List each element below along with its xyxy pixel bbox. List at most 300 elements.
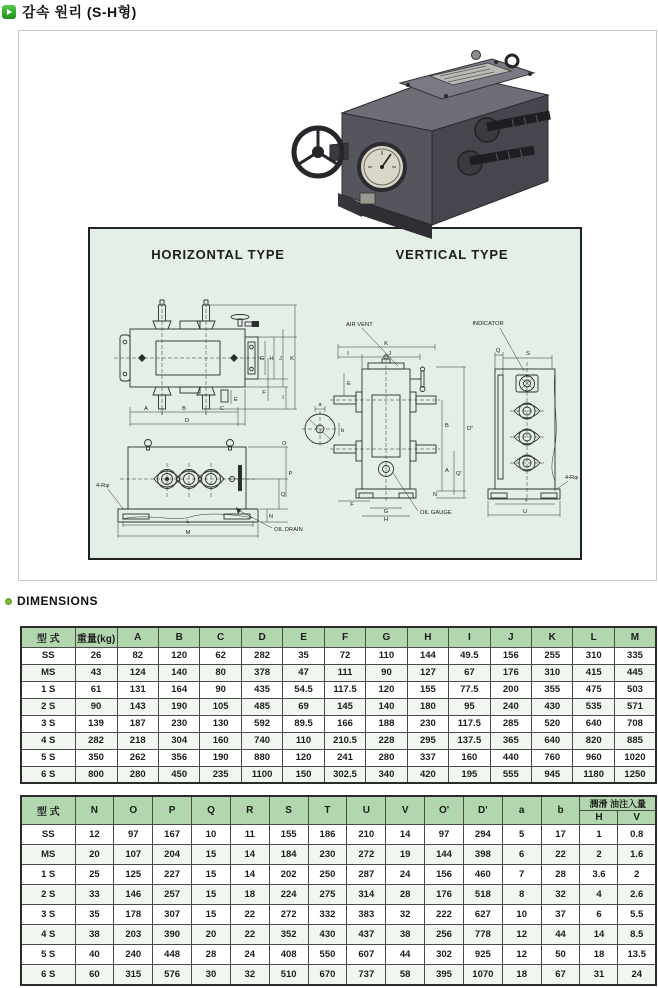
dimension-cell: 302 [425,945,464,965]
svg-text:D: D [184,418,190,424]
dimension-cell: 2.6 [618,885,656,905]
dimension-cell: 90 [366,664,407,681]
dimension-cell: 125 [114,865,153,885]
oil-gauge-label: OIL GAUGE [420,510,452,516]
svg-text:H: H [383,517,389,523]
svg-text:M: M [185,530,191,536]
table-row [21,965,656,985]
dimension-cell: 97 [114,825,153,845]
column-header: M [614,627,656,647]
dimension-cell: 285 [490,715,531,732]
dimension-cell: 740 [241,732,282,749]
dimension-cell: 355 [532,681,573,698]
svg-text:C: C [219,406,225,412]
dimension-cell: 155 [269,825,308,845]
dimension-cell: 44 [386,945,425,965]
dimension-cell: 28 [192,945,231,965]
svg-text:A: A [445,468,449,474]
svg-text:N: N [269,514,274,520]
bolt-right-label: 4-Rφ [564,475,578,481]
dimensions-title: DIMENSIONS [17,594,99,608]
dimension-cell: 111 [324,664,365,681]
dimension-cell: 240 [490,698,531,715]
dimension-cell: 420 [407,766,448,783]
dimension-cell: 10 [502,905,541,925]
dimension-cell: 3.6 [580,865,618,885]
dimension-cell: 295 [407,732,448,749]
column-header: D' [463,796,502,825]
dimension-cell: 15 [192,845,231,865]
dimension-cell: 1020 [614,749,656,766]
dimension-cell: 555 [490,766,531,783]
svg-text:E: E [234,397,238,403]
dimension-cell: 304 [158,732,199,749]
handwheel [294,128,348,176]
dimension-cell: 592 [241,715,282,732]
svg-text:F: F [350,502,354,508]
column-header: J [490,627,531,647]
dimension-cell: 448 [153,945,192,965]
dimension-cell: 166 [324,715,365,732]
dimension-cell: 124 [117,664,158,681]
dimension-cell: 8.5 [618,925,656,945]
dimension-cell: 30 [192,965,231,985]
dimension-cell: 32 [386,905,425,925]
dimension-cell: 140 [158,664,199,681]
row-model: 2 S [21,698,75,715]
table-row [21,766,656,783]
dimension-cell: 520 [532,715,573,732]
dimension-cell: 885 [614,732,656,749]
dimension-cell: 117.5 [449,715,490,732]
dimension-cell: 62 [200,647,241,664]
column-header: H [580,811,618,825]
dimension-cell: 40 [75,945,114,965]
row-model: 5 S [21,749,75,766]
column-header: T [308,796,347,825]
svg-text:F: F [262,390,266,396]
dimension-cell: 256 [425,925,464,945]
page-header [2,2,137,22]
dimension-cell: 227 [153,865,192,885]
column-header: F [324,627,365,647]
dimension-cell: 280 [117,766,158,783]
row-model: 3 S [21,905,75,925]
dimension-cell: 167 [153,825,192,845]
lubricant-fill-header: 潤滑 油注入量 [580,796,656,811]
dimension-cell: 475 [573,681,614,698]
svg-text:Q: Q [281,492,286,498]
dimension-cell: 228 [366,732,407,749]
dimension-cell: 31 [580,965,618,985]
dimension-cell: 302.5 [324,766,365,783]
dimension-cell: 315 [114,965,153,985]
dimension-cell: 203 [114,925,153,945]
row-model: MS [21,845,75,865]
row-model: 6 S [21,965,75,985]
bolt-left-label: 4-Rφ [96,483,110,489]
dimension-cell: 6 [502,845,541,865]
dimension-cell: 32 [230,965,269,985]
play-bullet-icon [2,5,16,19]
column-header: b [541,796,580,825]
dimension-cell: 38 [75,925,114,945]
dimension-cell: 15 [192,865,231,885]
svg-text:K: K [290,356,294,362]
dimension-cell: 188 [366,715,407,732]
column-header: V [386,796,425,825]
dimension-cell: 49.5 [449,647,490,664]
dimension-cell: 282 [75,732,117,749]
dimension-cell: 160 [200,732,241,749]
dimension-cell: 408 [269,945,308,965]
dimension-cell: 0.8 [618,825,656,845]
dimension-cell: 143 [117,698,158,715]
svg-text:L: L [186,519,190,525]
table1-header-row [21,627,656,647]
dimension-cell: 43 [75,664,117,681]
dimension-cell: 18 [502,965,541,985]
dimension-cell: 89.5 [283,715,324,732]
dimension-cell: 156 [490,647,531,664]
svg-text:G: G [259,356,265,362]
dimension-cell: 61 [75,681,117,698]
column-header: O [114,796,153,825]
shaft-end-detail [302,402,344,447]
dimension-cell: 257 [153,885,192,905]
dimension-cell: 390 [153,925,192,945]
svg-text:Q: Q [495,348,501,354]
dimension-cell: 155 [407,681,448,698]
column-header: P [153,796,192,825]
dimension-cell: 54.5 [283,681,324,698]
dimension-cell: 430 [532,698,573,715]
dimension-cell: 67 [541,965,580,985]
dimension-cell: 4 [580,885,618,905]
dimension-cell: 640 [573,715,614,732]
dimension-cell: 350 [75,749,117,766]
table-row [21,732,656,749]
dimension-cell: 146 [114,885,153,905]
table-row [21,749,656,766]
dimension-cell: 218 [117,732,158,749]
dimension-cell: 176 [490,664,531,681]
dimension-cell: 58 [386,965,425,985]
dimension-cell: 190 [158,698,199,715]
dimension-cell: 47 [283,664,324,681]
dimension-cell: 44 [541,925,580,945]
dimension-cell: 11 [230,825,269,845]
dimension-cell: 307 [153,905,192,925]
dimension-cell: 2 [618,865,656,885]
column-header: B [158,627,199,647]
dimension-cell: 760 [532,749,573,766]
dimension-cell: 190 [200,749,241,766]
dimension-cell: 945 [532,766,573,783]
dimension-cell: 210 [347,825,386,845]
dimension-cell: 12 [502,945,541,965]
dimension-cell: 708 [614,715,656,732]
dimension-cell: 8 [502,885,541,905]
dimension-cell: 378 [241,664,282,681]
svg-text:O: O [282,441,287,447]
air-vent-label: AIR VENT [346,322,373,328]
column-header: S [269,796,308,825]
dimension-cell: 120 [158,647,199,664]
dimension-cell: 33 [75,885,114,905]
dimension-cell: 430 [308,925,347,945]
table-row [21,825,656,845]
dimension-cell: 230 [407,715,448,732]
svg-text:K: K [384,341,388,347]
dimension-cell: 144 [407,647,448,664]
column-header: I [449,627,490,647]
dimension-cell: 737 [347,965,386,985]
dimension-cell: 26 [75,647,117,664]
svg-text:I: I [347,351,349,357]
dimension-cell: 383 [347,905,386,925]
dimension-cell: 576 [153,965,192,985]
dimension-cell: 262 [117,749,158,766]
dimension-cell: 195 [449,766,490,783]
dimension-cell: 450 [158,766,199,783]
dimension-cell: 139 [75,715,117,732]
row-model: 4 S [21,732,75,749]
dimension-cell: 120 [366,681,407,698]
column-header: E [283,627,324,647]
dimension-cell: 20 [192,925,231,945]
dimension-cell: 210.5 [324,732,365,749]
dimension-cell: 24 [230,945,269,965]
dimension-cell: 24 [386,865,425,885]
dimension-cell: 130 [200,715,241,732]
dimension-cell: 800 [75,766,117,783]
dimension-cell: 224 [269,885,308,905]
dimension-cell: 255 [532,647,573,664]
svg-text:B: B [445,423,449,429]
column-header: 型 式 [21,627,75,647]
dimension-cell: 510 [269,965,308,985]
dimension-cell: 140 [366,698,407,715]
vertical-front-view [330,322,473,523]
dimension-cell: 14 [230,845,269,865]
svg-text:J: J [279,356,282,362]
dimension-cell: 395 [425,965,464,985]
dimension-cell: 184 [269,845,308,865]
dimension-cell: 180 [407,698,448,715]
row-model: 1 S [21,865,75,885]
dimension-cell: 6 [580,905,618,925]
dimension-cell: 28 [386,885,425,905]
dimension-cell: 19 [386,845,425,865]
column-header: D [241,627,282,647]
dimension-table-1 [20,626,657,784]
svg-text:N: N [432,492,437,498]
column-header: Q [192,796,231,825]
column-header: K [532,627,573,647]
oil-drain-label: OIL DRAIN [274,527,303,533]
dimension-cell: 778 [463,925,502,945]
column-header: V [618,811,656,825]
column-header: R [230,796,269,825]
dimension-cell: 82 [117,647,158,664]
dimension-cell: 314 [347,885,386,905]
dimension-cell: 15 [192,885,231,905]
dimension-cell: 131 [117,681,158,698]
dimension-cell: 398 [463,845,502,865]
dimension-cell: 18 [580,945,618,965]
table-row [21,664,656,681]
row-model: 4 S [21,925,75,945]
dimension-cell: 310 [573,647,614,664]
dimension-cell: 160 [449,749,490,766]
dot-bullet-icon [5,598,12,605]
dimension-cell: 607 [347,945,386,965]
dimension-table-2 [20,795,657,986]
dimension-cell: 627 [463,905,502,925]
dimension-cell: 105 [200,698,241,715]
dimension-cell: 340 [366,766,407,783]
dimension-cell: 310 [532,664,573,681]
vertical-side-view [472,321,578,517]
dimension-cell: 145 [324,698,365,715]
dimension-cell: 550 [308,945,347,965]
column-header: 型 式 [21,796,75,825]
dimension-cell: 415 [573,664,614,681]
svg-text:G: G [383,509,389,515]
indicator-label: INDICATOR [472,321,504,327]
dimension-cell: 640 [532,732,573,749]
row-model: SS [21,647,75,664]
dimension-cell: 24 [618,965,656,985]
row-model: 5 S [21,945,75,965]
dimension-cell: 204 [153,845,192,865]
dimension-cell: 437 [347,925,386,945]
row-model: SS [21,825,75,845]
dimension-cell: 2 [580,845,618,865]
dimension-cell: 200 [490,681,531,698]
dimension-cell: 485 [241,698,282,715]
dimension-cell: 571 [614,698,656,715]
table-row [21,885,656,905]
row-model: 2 S [21,885,75,905]
svg-text:J: J [388,351,392,357]
dimension-cell: 960 [573,749,614,766]
table-row [21,715,656,732]
dimension-cell: 107 [114,845,153,865]
dimension-cell: 240 [114,945,153,965]
dimension-cell: 90 [200,681,241,698]
svg-text:B: B [182,406,186,412]
dimension-cell: 241 [324,749,365,766]
table-row [21,698,656,715]
dimension-cell: 1100 [241,766,282,783]
dimension-cell: 335 [614,647,656,664]
dimension-cell: 535 [573,698,614,715]
dimension-cell: 60 [75,965,114,985]
dimension-cell: 22 [541,845,580,865]
dimension-cell: 1250 [614,766,656,783]
dimension-cell: 5.5 [618,905,656,925]
dimension-cell: 35 [283,647,324,664]
dimension-cell: 12 [502,925,541,945]
svg-text:H: H [269,356,274,362]
dimension-cell: 235 [200,766,241,783]
svg-text:A: A [144,406,148,412]
dimension-cell: 18 [230,885,269,905]
dimension-cell: 356 [158,749,199,766]
dimension-cell: 120 [283,749,324,766]
dimension-cell: 35 [75,905,114,925]
dimension-cell: 117.5 [324,681,365,698]
column-header: G [366,627,407,647]
dimension-cell: 97 [425,825,464,845]
dimension-cell: 820 [573,732,614,749]
dimension-cell: 294 [463,825,502,845]
dimension-cell: 28 [541,865,580,885]
dimension-cell: 80 [200,664,241,681]
svg-text:S: S [526,351,530,357]
diagram-panel [88,227,582,560]
dimension-cell: 230 [308,845,347,865]
dimensions-header [5,594,98,608]
dimension-cell: 176 [425,885,464,905]
dimension-cell: 1180 [573,766,614,783]
svg-text:I: I [282,395,284,401]
svg-text:I: I [525,498,527,504]
dimension-cell: 77.5 [449,681,490,698]
dimension-cell: 503 [614,681,656,698]
dimension-cell: 282 [241,647,282,664]
dimension-cell: 445 [614,664,656,681]
dimension-cell: 1070 [463,965,502,985]
table2-header-row-1 [21,796,656,811]
dimension-cell: 337 [407,749,448,766]
dimension-cell: 670 [308,965,347,985]
column-header: C [200,627,241,647]
dimension-cell: 14 [230,865,269,885]
svg-text:D″: D″ [467,426,474,432]
dimension-cell: 15 [192,905,231,925]
column-header: L [573,627,614,647]
dimension-cell: 22 [230,905,269,925]
dimension-cell: 202 [269,865,308,885]
horizontal-front-view [96,440,303,539]
dimension-cell: 435 [241,681,282,698]
dimension-cell: 7 [502,865,541,885]
dimension-cell: 72 [324,647,365,664]
dimension-cell: 150 [283,766,324,783]
dimension-cell: 22 [230,925,269,945]
dimension-cell: 230 [158,715,199,732]
row-model: 1 S [21,681,75,698]
column-header: a [502,796,541,825]
row-model: MS [21,664,75,681]
column-header: N [75,796,114,825]
dimension-cell: 12 [75,825,114,845]
column-header: A [117,627,158,647]
page-title: 감속 원리 (S-H형) [22,4,137,20]
dimension-cell: 95 [449,698,490,715]
table-row [21,905,656,925]
dimension-cell: 14 [580,925,618,945]
horizontal-type-title: HORIZONTAL TYPE [151,247,285,262]
dimension-cell: 272 [347,845,386,865]
dimension-cell: 280 [366,749,407,766]
dimension-cell: 14 [386,825,425,845]
svg-text:U: U [522,509,528,515]
table-row [21,845,656,865]
